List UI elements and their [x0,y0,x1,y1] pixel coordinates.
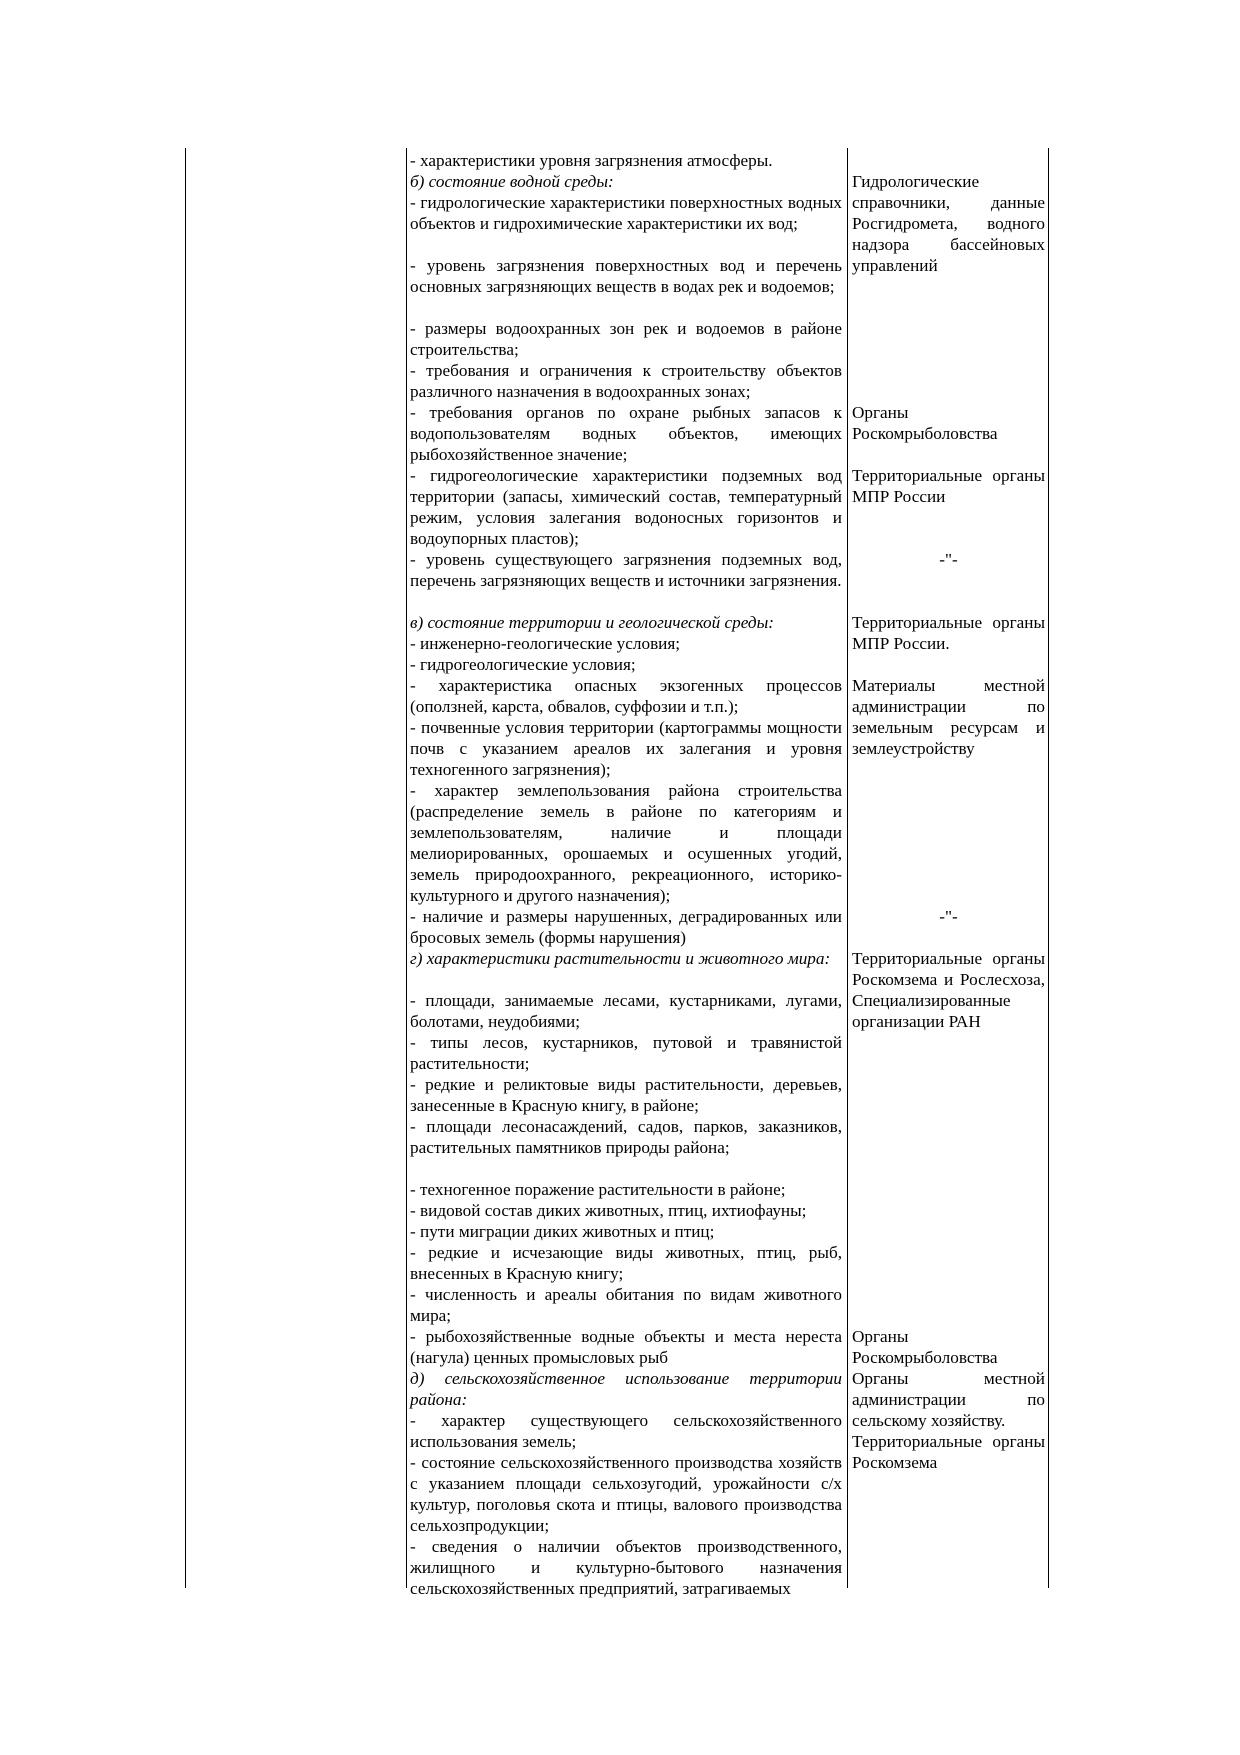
section-heading-water: б) состояние водной среды: [410,172,614,191]
list-item: - пути миграции диких животных и птиц; [410,1222,715,1241]
section-heading-territory: в) состояние территории и геологической среды: [410,613,774,632]
source-entry: Органы Роскомрыболовства [852,403,998,444]
list-item: - типы лесов, кустарников, путовой и травянистой растительности; [410,1033,842,1074]
list-item: - размеры водоохранных зон рек и водоемов в районе строительства; [410,319,842,360]
list-item: - инженерно-геологические условия; [410,634,681,653]
list-item: - наличие и размеры нарушенных, деградированных или бросовых земель (формы нарушения) [410,907,842,948]
list-item: - численность и ареалы обитания по видам животного мира; [410,1285,842,1326]
table-border-left [185,148,186,1588]
list-item: - площади лесонасаждений, садов, парков, заказников, растительных памятников природы района; [410,1117,842,1158]
list-item: - требования органов по охране рыбных запасов к водопользователям водных объектов, имеющих рыбохозяйственное значение; [410,403,842,465]
source-entry: Территориальные органы Роскомзема и Рослесхоза, Специализированные организации РАН [852,949,1045,1032]
list-item: - требования и ограничения к строительству объектов различного назначения в водоохранных зонах; [410,361,842,402]
ditto-mark: -"- [939,907,958,926]
list-item: - гидрологические характеристики поверхностных водных объектов и гидрохимические характеристики их вод; [410,193,842,234]
list-item: - площади, занимаемые лесами, кустарниками, лугами, болотами, неудобиями; [410,991,842,1032]
list-item: - уровень существующего загрязнения подземных вод, перечень загрязняющих веществ и источники загрязнения. [410,550,842,591]
list-item: - техногенное поражение растительности в районе; [410,1180,786,1199]
source-entry: Территориальные органы МПР России [852,466,1045,507]
table-border-middle-left [406,148,407,1588]
list-item: - редкие и реликтовые виды растительности, деревьев, занесенные в Красную книгу, в районе; [410,1075,842,1116]
list-item: - уровень загрязнения поверхностных вод и перечень основных загрязняющих веществ в водах рек и водоемов; [410,256,842,297]
list-item: - характер существующего сельскохозяйственного использования земель; [410,1411,842,1452]
list-item: - состояние сельскохозяйственного производства хозяйств с указанием площади сельхозугодий, урожайности с/х культур, поголовья скота и птицы, валового производства сельхозпродукции; [410,1453,842,1536]
ditto-mark: -"- [939,550,958,569]
list-item: - гидрогеологические характеристики подземных вод территории (запасы, химический состав, температурный режим, условия залегания водоносных горизонтов и водоупорных пластов); [410,466,842,549]
list-item: - почвенные условия территории (картограммы мощности почв с указанием ареалов их залегания и уровня техногенного загрязнения); [410,718,842,780]
source-entry: Территориальные органы МПР России. [852,613,1045,654]
list-item: - характеристики уровня загрязнения атмосферы. [410,151,773,170]
source-entry: Материалы местной администрации по земельным ресурсам и землеустройству [852,676,1045,759]
table-border-middle-right [847,148,848,1588]
source-entry: Гидрологические справочники, данные Росгидромета, водного надзора бассейновых управлений [852,172,1045,276]
source-entry: Территориальные органы Роскомзема [852,1432,1045,1473]
list-item: - сведения о наличии объектов производственного, жилищного и культурно-бытового назначения сельскохозяйственных предприятий, затрагиваемых [410,1537,842,1599]
table-border-right [1048,148,1049,1588]
list-item: - гидрогеологические условия; [410,655,636,674]
list-item: - рыбохозяйственные водные объекты и места нереста (нагула) ценных промысловых рыб [410,1327,842,1368]
source-entry: Органы Роскомрыболовства [852,1327,998,1368]
list-item: - видовой состав диких животных, птиц, ихтиофауны; [410,1201,807,1220]
source-entry: Органы местной администрации по сельскому хозяйству. [852,1369,1045,1431]
section-heading-flora-fauna: г) характеристики растительности и животного мира: [410,949,831,968]
list-item: - характеристика опасных экзогенных процессов (оползней, карста, обвалов, суффозии и т.п.); [410,676,842,717]
list-item: - редкие и исчезающие виды животных, птиц, рыб, внесенных в Красную книгу; [410,1243,842,1284]
section-heading-agriculture: д) сельскохозяйственное использование территории района: [410,1369,842,1410]
list-item: - характер землепользования района строительства (распределение земель в районе по категориям и землепользователям, наличие и площади мелиорированных, орошаемых и осушенных угодий, земель природоохранного, рекреационного, историко-культурного и другого назначения); [410,781,842,906]
